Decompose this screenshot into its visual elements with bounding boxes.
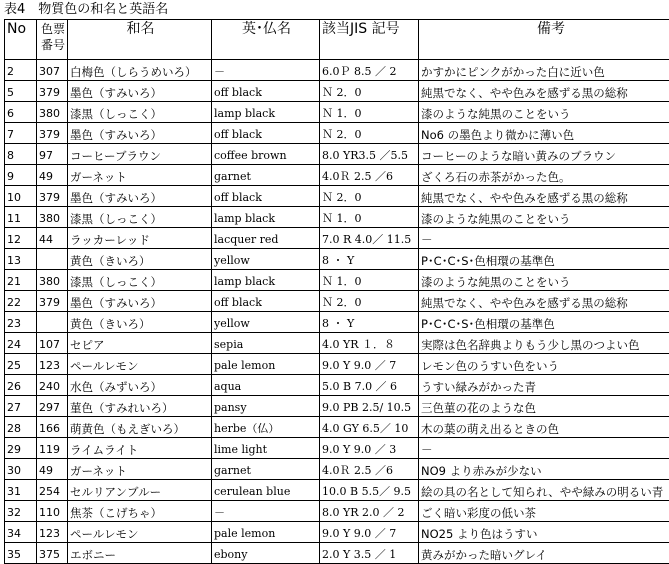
cell-jis-code: 9.0 PB 2.5/ 10.5 bbox=[320, 396, 419, 417]
cell-jis-code: Ｎ 2．0 bbox=[320, 291, 419, 312]
cell-remarks: コーヒーのような暗い黄みのブラウン bbox=[419, 144, 669, 165]
cell-english-name: off black bbox=[212, 186, 320, 207]
cell-no: 23 bbox=[5, 312, 37, 333]
cell-color-chip-number: 166 bbox=[37, 417, 68, 438]
cell-japanese-name: エボニー bbox=[68, 543, 212, 564]
cell-jis-code: 8.0 YR 2.0 ／ 2 bbox=[320, 501, 419, 522]
cell-japanese-name: 墨色（すみいろ） bbox=[68, 186, 212, 207]
cell-no: 30 bbox=[5, 459, 37, 480]
cell-no: 2 bbox=[5, 60, 37, 81]
cell-no: 8 bbox=[5, 144, 37, 165]
table-header-row bbox=[5, 20, 669, 60]
table-row bbox=[5, 81, 669, 102]
table-row bbox=[5, 459, 669, 480]
cell-remarks: P･C･C･S･色相環の基準色 bbox=[419, 312, 669, 333]
cell-no: 21 bbox=[5, 270, 37, 291]
cell-no: 24 bbox=[5, 333, 37, 354]
table-row bbox=[5, 522, 669, 543]
cell-remarks: 三色菫の花のような色 bbox=[419, 396, 669, 417]
table-row bbox=[5, 396, 669, 417]
table-body bbox=[5, 60, 669, 564]
table-row bbox=[5, 354, 669, 375]
cell-color-chip-number: 375 bbox=[37, 543, 68, 564]
cell-jis-code: 9.0 Y 9.0 ／ 3 bbox=[320, 438, 419, 459]
table-caption: 表4 物質色の和名と英語名 bbox=[4, 2, 168, 18]
cell-color-chip-number: 49 bbox=[37, 459, 68, 480]
cell-japanese-name: ペールレモン bbox=[68, 522, 212, 543]
cell-japanese-name: 墨色（すみいろ） bbox=[68, 81, 212, 102]
cell-color-chip-number: 97 bbox=[37, 144, 68, 165]
cell-english-name: coffee brown bbox=[212, 144, 320, 165]
cell-english-name: lamp black bbox=[212, 270, 320, 291]
table-row bbox=[5, 123, 669, 144]
cell-japanese-name: コーヒーブラウン bbox=[68, 144, 212, 165]
cell-japanese-name: ペールレモン bbox=[68, 354, 212, 375]
cell-english-name: garnet bbox=[212, 459, 320, 480]
cell-english-name: lamp black bbox=[212, 207, 320, 228]
cell-no: 35 bbox=[5, 543, 37, 564]
cell-jis-code: 4.0 YR １．８ bbox=[320, 333, 419, 354]
table-row bbox=[5, 144, 669, 165]
cell-japanese-name: 水色（みずいろ） bbox=[68, 375, 212, 396]
cell-english-name: sepia bbox=[212, 333, 320, 354]
cell-remarks: レモン色のうすい色をいう bbox=[419, 354, 669, 375]
header-no: No bbox=[5, 20, 37, 60]
cell-color-chip-number: 254 bbox=[37, 480, 68, 501]
cell-remarks: 純黒でなく、やや色みを感ずる黒の総称 bbox=[419, 186, 669, 207]
cell-color-chip-number: 44 bbox=[37, 228, 68, 249]
cell-jis-code: 8 ・ Y bbox=[320, 249, 419, 270]
cell-english-name: aqua bbox=[212, 375, 320, 396]
cell-english-name: off black bbox=[212, 291, 320, 312]
cell-remarks: 純黒でなく、やや色みを感ずる黒の総称 bbox=[419, 291, 669, 312]
cell-color-chip-number: 380 bbox=[37, 102, 68, 123]
cell-jis-code: 8 ・ Y bbox=[320, 312, 419, 333]
cell-remarks: かすかにピンクがかった白に近い色 bbox=[419, 60, 669, 81]
cell-japanese-name: ガーネット bbox=[68, 165, 212, 186]
table-row bbox=[5, 60, 669, 81]
table-row bbox=[5, 291, 669, 312]
cell-english-name: off black bbox=[212, 81, 320, 102]
table-row bbox=[5, 102, 669, 123]
cell-jis-code: Ｎ 2．0 bbox=[320, 186, 419, 207]
table-row bbox=[5, 501, 669, 522]
cell-remarks: うすい緑みがかった青 bbox=[419, 375, 669, 396]
cell-color-chip-number: 380 bbox=[37, 207, 68, 228]
header-color-chip-number bbox=[37, 20, 68, 60]
table-row bbox=[5, 228, 669, 249]
cell-no: 29 bbox=[5, 438, 37, 459]
cell-no: 25 bbox=[5, 354, 37, 375]
cell-jis-code: 5.0 B 7.0 ／ 6 bbox=[320, 375, 419, 396]
cell-japanese-name: 漆黒（しっこく） bbox=[68, 102, 212, 123]
cell-english-name: garnet bbox=[212, 165, 320, 186]
table-row bbox=[5, 543, 669, 564]
cell-english-name: yellow bbox=[212, 312, 320, 333]
cell-color-chip-number: 110 bbox=[37, 501, 68, 522]
cell-remarks: No6 の墨色より微かに薄い色 bbox=[419, 123, 669, 144]
cell-remarks: 木の葉の萌え出るときの色 bbox=[419, 417, 669, 438]
cell-jis-code: 9.0 Y 9.0 ／ 7 bbox=[320, 354, 419, 375]
cell-english-name: － bbox=[212, 60, 320, 81]
cell-jis-code: 4.0Ｒ 2.5 ／6 bbox=[320, 459, 419, 480]
cell-japanese-name: 菫色（すみれいろ） bbox=[68, 396, 212, 417]
cell-japanese-name: 漆黒（しっこく） bbox=[68, 207, 212, 228]
cell-no: 7 bbox=[5, 123, 37, 144]
cell-jis-code: 2.0 Y 3.5 ／ 1 bbox=[320, 543, 419, 564]
header-code-line1: 色票 bbox=[39, 21, 67, 37]
cell-jis-code: 10.0 B 5.5／ 9.5 bbox=[320, 480, 419, 501]
cell-remarks: 実際は色名辞典よりもう少し黒のつよい色 bbox=[419, 333, 669, 354]
cell-remarks: 純黒でなく、やや色みを感ずる黒の総称 bbox=[419, 81, 669, 102]
cell-english-name: off black bbox=[212, 123, 320, 144]
cell-remarks: ざくろ石の赤茶がかった色。 bbox=[419, 165, 669, 186]
cell-no: 27 bbox=[5, 396, 37, 417]
cell-no: 13 bbox=[5, 249, 37, 270]
cell-english-name: herbe（仏） bbox=[212, 417, 320, 438]
cell-japanese-name: 黄色（きいろ） bbox=[68, 312, 212, 333]
cell-color-chip-number: 123 bbox=[37, 354, 68, 375]
cell-jis-code: Ｎ 2．0 bbox=[320, 123, 419, 144]
cell-japanese-name: 漆黒（しっこく） bbox=[68, 270, 212, 291]
cell-japanese-name: セピア bbox=[68, 333, 212, 354]
table-row bbox=[5, 333, 669, 354]
cell-remarks: － bbox=[419, 438, 669, 459]
cell-remarks: P･C･C･S･色相環の基準色 bbox=[419, 249, 669, 270]
cell-jis-code: 7.0 R 4.0／ 11.5 bbox=[320, 228, 419, 249]
cell-color-chip-number: 379 bbox=[37, 186, 68, 207]
cell-japanese-name: ラッカーレッド bbox=[68, 228, 212, 249]
cell-english-name: lacquer red bbox=[212, 228, 320, 249]
cell-no: 9 bbox=[5, 165, 37, 186]
cell-no: 22 bbox=[5, 291, 37, 312]
cell-no: 28 bbox=[5, 417, 37, 438]
table-row bbox=[5, 438, 669, 459]
cell-english-name: － bbox=[212, 501, 320, 522]
cell-color-chip-number bbox=[37, 249, 68, 270]
cell-color-chip-number: 380 bbox=[37, 270, 68, 291]
table-row bbox=[5, 312, 669, 333]
cell-color-chip-number: 107 bbox=[37, 333, 68, 354]
cell-no: 32 bbox=[5, 501, 37, 522]
table-row bbox=[5, 480, 669, 501]
cell-jis-code: Ｎ 2．0 bbox=[320, 81, 419, 102]
header-code-line2: 番号 bbox=[39, 37, 67, 53]
color-name-table bbox=[4, 19, 669, 564]
cell-japanese-name: 墨色（すみいろ） bbox=[68, 291, 212, 312]
cell-no: 12 bbox=[5, 228, 37, 249]
cell-jis-code: 4.0Ｒ 2.5 ／6 bbox=[320, 165, 419, 186]
cell-remarks: 黄みがかった暗いグレイ bbox=[419, 543, 669, 564]
cell-color-chip-number: 307 bbox=[37, 60, 68, 81]
cell-japanese-name: 焦茶（こげちゃ） bbox=[68, 501, 212, 522]
cell-jis-code: Ｎ 1．0 bbox=[320, 207, 419, 228]
header-jis-code: 該当JIS 記号 bbox=[320, 20, 419, 60]
header-english-french-name: 英･仏名 bbox=[212, 20, 320, 60]
cell-japanese-name: 墨色（すみいろ） bbox=[68, 123, 212, 144]
cell-jis-code: Ｎ 1．0 bbox=[320, 270, 419, 291]
cell-no: 5 bbox=[5, 81, 37, 102]
cell-no: 6 bbox=[5, 102, 37, 123]
table-row bbox=[5, 270, 669, 291]
table-row bbox=[5, 207, 669, 228]
cell-english-name: ebony bbox=[212, 543, 320, 564]
cell-japanese-name: 萌黄色（もえぎいろ） bbox=[68, 417, 212, 438]
table-row bbox=[5, 249, 669, 270]
cell-color-chip-number: 119 bbox=[37, 438, 68, 459]
cell-no: 34 bbox=[5, 522, 37, 543]
cell-japanese-name: 白梅色（しらうめいろ） bbox=[68, 60, 212, 81]
cell-color-chip-number: 379 bbox=[37, 123, 68, 144]
cell-english-name: pale lemon bbox=[212, 522, 320, 543]
cell-remarks: ごく暗い彩度の低い茶 bbox=[419, 501, 669, 522]
cell-color-chip-number bbox=[37, 312, 68, 333]
cell-color-chip-number: 240 bbox=[37, 375, 68, 396]
header-remarks: 備考 bbox=[419, 20, 669, 60]
cell-remarks: NO25 より色はうすい bbox=[419, 522, 669, 543]
cell-no: 10 bbox=[5, 186, 37, 207]
header-japanese-name: 和名 bbox=[68, 20, 212, 60]
cell-color-chip-number: 379 bbox=[37, 81, 68, 102]
cell-jis-code: 6.0Ｐ 8.5 ／ 2 bbox=[320, 60, 419, 81]
cell-remarks: 絵の具の名として知られ、やや緑みの明るい青 bbox=[419, 480, 669, 501]
cell-japanese-name: ライムライト bbox=[68, 438, 212, 459]
table-row bbox=[5, 375, 669, 396]
cell-japanese-name: ガーネット bbox=[68, 459, 212, 480]
cell-color-chip-number: 297 bbox=[37, 396, 68, 417]
cell-jis-code: 9.0 Y 9.0 ／ 7 bbox=[320, 522, 419, 543]
cell-english-name: lamp black bbox=[212, 102, 320, 123]
cell-jis-code: Ｎ 1．0 bbox=[320, 102, 419, 123]
table-row bbox=[5, 186, 669, 207]
cell-remarks: NO9 より赤みが少ない bbox=[419, 459, 669, 480]
cell-color-chip-number: 123 bbox=[37, 522, 68, 543]
cell-japanese-name: 黄色（きいろ） bbox=[68, 249, 212, 270]
table-row bbox=[5, 165, 669, 186]
cell-remarks: 漆のような純黒のことをいう bbox=[419, 102, 669, 123]
cell-jis-code: 4.0 GY 6.5／ 10 bbox=[320, 417, 419, 438]
cell-english-name: lime light bbox=[212, 438, 320, 459]
cell-no: 11 bbox=[5, 207, 37, 228]
cell-no: 26 bbox=[5, 375, 37, 396]
cell-japanese-name: セルリアンブルー bbox=[68, 480, 212, 501]
cell-color-chip-number: 49 bbox=[37, 165, 68, 186]
cell-remarks: 漆のような純黒のことをいう bbox=[419, 207, 669, 228]
cell-jis-code: 8.0 YR3.5 ／5.5 bbox=[320, 144, 419, 165]
cell-english-name: cerulean blue bbox=[212, 480, 320, 501]
cell-color-chip-number: 379 bbox=[37, 291, 68, 312]
table-row bbox=[5, 417, 669, 438]
cell-remarks: － bbox=[419, 228, 669, 249]
cell-english-name: yellow bbox=[212, 249, 320, 270]
cell-remarks: 漆のような純黒のことをいう bbox=[419, 270, 669, 291]
cell-english-name: pale lemon bbox=[212, 354, 320, 375]
cell-no: 31 bbox=[5, 480, 37, 501]
cell-english-name: pansy bbox=[212, 396, 320, 417]
